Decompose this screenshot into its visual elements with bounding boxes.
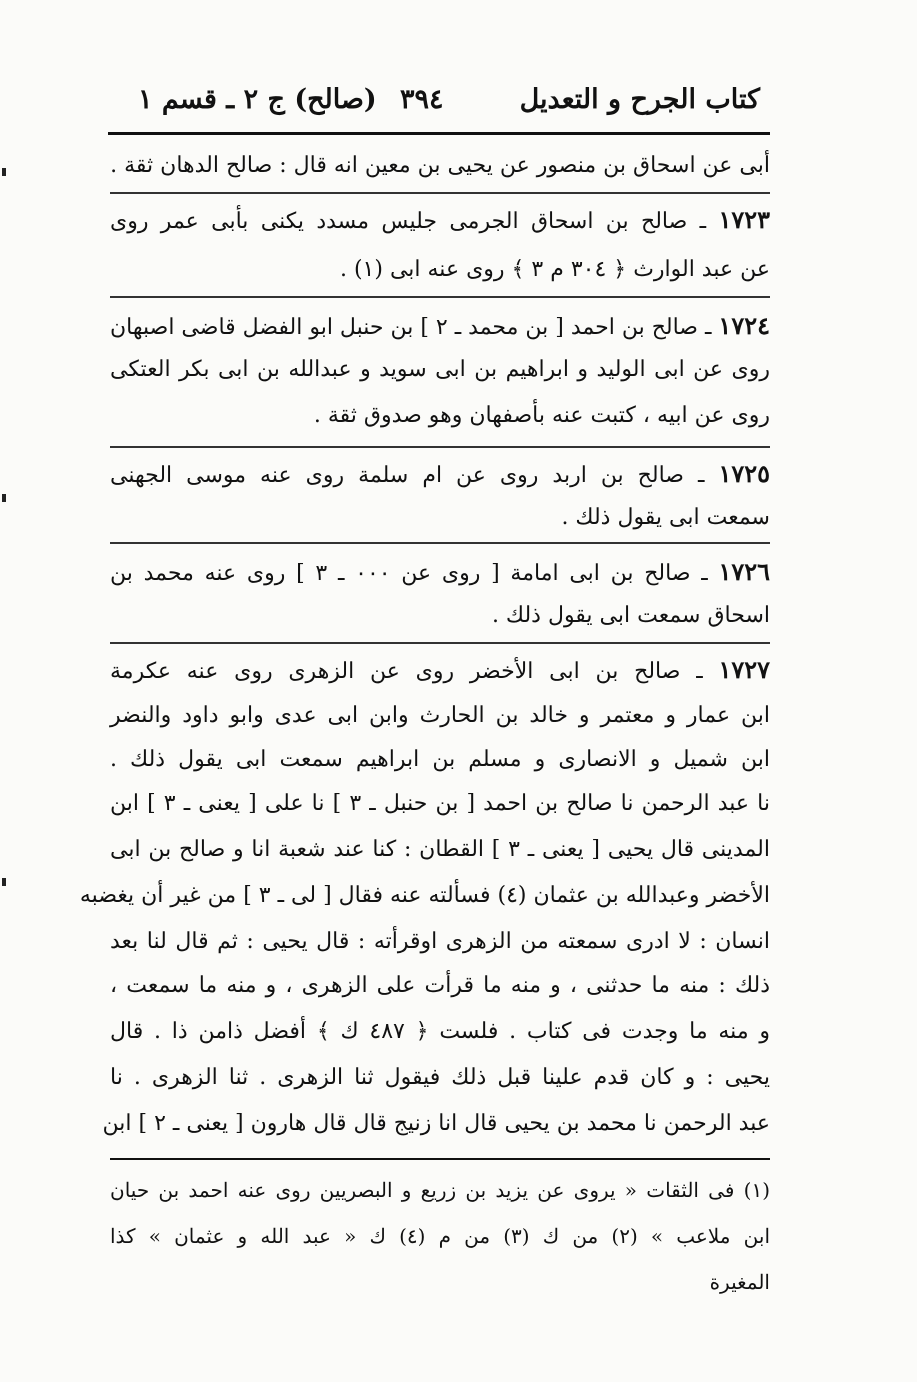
entry-number: ١٧٢٣ bbox=[718, 205, 770, 234]
entry-line: اسحاق سمعت ابى يقول ذلك . bbox=[491, 603, 770, 628]
entry-line: نا عبد الرحمن نا صالح بن احمد [ بن حنبل ـ ٣ ] نا على [ يعنى ـ ٣ ] ابن bbox=[110, 791, 770, 816]
entry-line: ١٧٢٧ ـ صالح بن ابى الأخضر روى عن الزهرى روى عنه عكرمة bbox=[110, 655, 770, 684]
entry-line: أبى عن اسحاق بن منصور عن يحيى بن معين انه قال : صالح الدهان ثقة . bbox=[110, 153, 770, 178]
page-header bbox=[110, 78, 770, 126]
book-title: كتاب الجرح و التعديل bbox=[519, 84, 760, 115]
entry-divider bbox=[110, 192, 770, 194]
entry-divider bbox=[110, 296, 770, 298]
entry-line: سمعت ابى يقول ذلك . bbox=[561, 505, 770, 530]
entry-line: روى عن ابيه ، كتبت عنه بأصفهان وهو صدوق ثقة . bbox=[313, 403, 770, 428]
entry-line: الأخضر وعبدالله بن عثمان (٤) فسألته عنه فقال [ لى ـ ٣ ] من غير أن يغضبه bbox=[79, 883, 770, 908]
margin-mark bbox=[2, 878, 6, 886]
footnote-line: ابن ملاعب » (٢) من ك (٣) من م (٤) ك « عبد الله و عثمان » كذا bbox=[110, 1224, 770, 1248]
entry-line: انسان : لا ادرى سمعته من الزهرى اوقرأته : قال يحيى : ثم قال لنا بعد bbox=[110, 929, 770, 954]
margin-mark bbox=[2, 168, 6, 176]
page-number: ٣٩٤ bbox=[400, 84, 444, 115]
entry-line: عبد الرحمن نا محمد بن يحيى قال انا زنيج قال قال هارون [ يعنى ـ ٢ ] ابن bbox=[102, 1111, 770, 1136]
footnote-line: (١) فى الثقات « يروى عن يزيد بن زريع و البصريين روى عنه احمد بن حيان bbox=[110, 1178, 770, 1202]
entry-number: ١٧٢٧ bbox=[718, 655, 770, 684]
entry-number: ١٧٢٤ bbox=[718, 311, 770, 340]
entry-number: ١٧٢٦ bbox=[718, 557, 770, 586]
entry-line: و منه ما وجدت فى كتاب . فلست ﴿ ٤٨٧ ك ﴾ أفضل ذامن ذا . قال bbox=[110, 1019, 771, 1044]
entry-line: ١٧٢٤ ـ صالح بن احمد [ بن محمد ـ ٢ ] بن حنبل ابو الفضل قاضى اصبهان bbox=[110, 311, 770, 340]
footnote-line: المغيرة bbox=[709, 1270, 770, 1294]
entry-divider bbox=[110, 642, 770, 644]
margin-mark bbox=[2, 494, 6, 502]
entry-divider bbox=[110, 446, 770, 448]
entry-line: يحيى : و كان قدم علينا قبل ذلك فيقول ثنا الزهرى . ثنا الزهرى . نا bbox=[110, 1065, 770, 1090]
entry-line: عن عبد الوارث ﴿ ٣٠٤ م ٣ ﴾ روى عنه ابى (١) . bbox=[339, 257, 770, 282]
entry-divider bbox=[110, 542, 770, 544]
section-label: (صالح) ج ٢ ـ قسم ١ bbox=[138, 84, 377, 115]
entry-line: روى عن ابى الوليد و ابراهيم بن ابى سويد و عبدالله بن ابى بكر العتكى bbox=[110, 357, 770, 382]
footnote-rule bbox=[110, 1158, 770, 1160]
entry-line: ١٧٢٦ ـ صالح بن ابى امامة [ روى عن ٠٠٠ ـ ٣ ] روى عنه محمد بن bbox=[110, 557, 770, 586]
entry-line: ابن عمار و معتمر و خالد بن الحارث وابن ابى عدى وابو داود والنضر bbox=[110, 703, 770, 728]
entry-line: المدينى قال يحيى [ يعنى ـ ٣ ] القطان : كنا عند شعبة انا و صالح بن ابى bbox=[110, 837, 770, 862]
entry-line: ابن شميل و الانصارى و مسلم بن ابراهيم سمعت ابى يقول ذلك . bbox=[110, 747, 770, 772]
entry-number: ١٧٢٥ bbox=[718, 459, 771, 488]
entry-line: ١٧٢٣ ـ صالح بن اسحاق الجرمى جليس مسدد يكنى بأبى عمر روى bbox=[110, 205, 770, 234]
entry-line: ١٧٢٥ ـ صالح بن اربد روى عن ام سلمة روى عنه موسى الجهنى bbox=[110, 459, 771, 488]
header-rule bbox=[108, 132, 770, 135]
entry-line: ذلك : منه ما حدثنى ، و منه ما قرأت على الزهرى ، و منه ما سمعت ، bbox=[110, 973, 770, 998]
